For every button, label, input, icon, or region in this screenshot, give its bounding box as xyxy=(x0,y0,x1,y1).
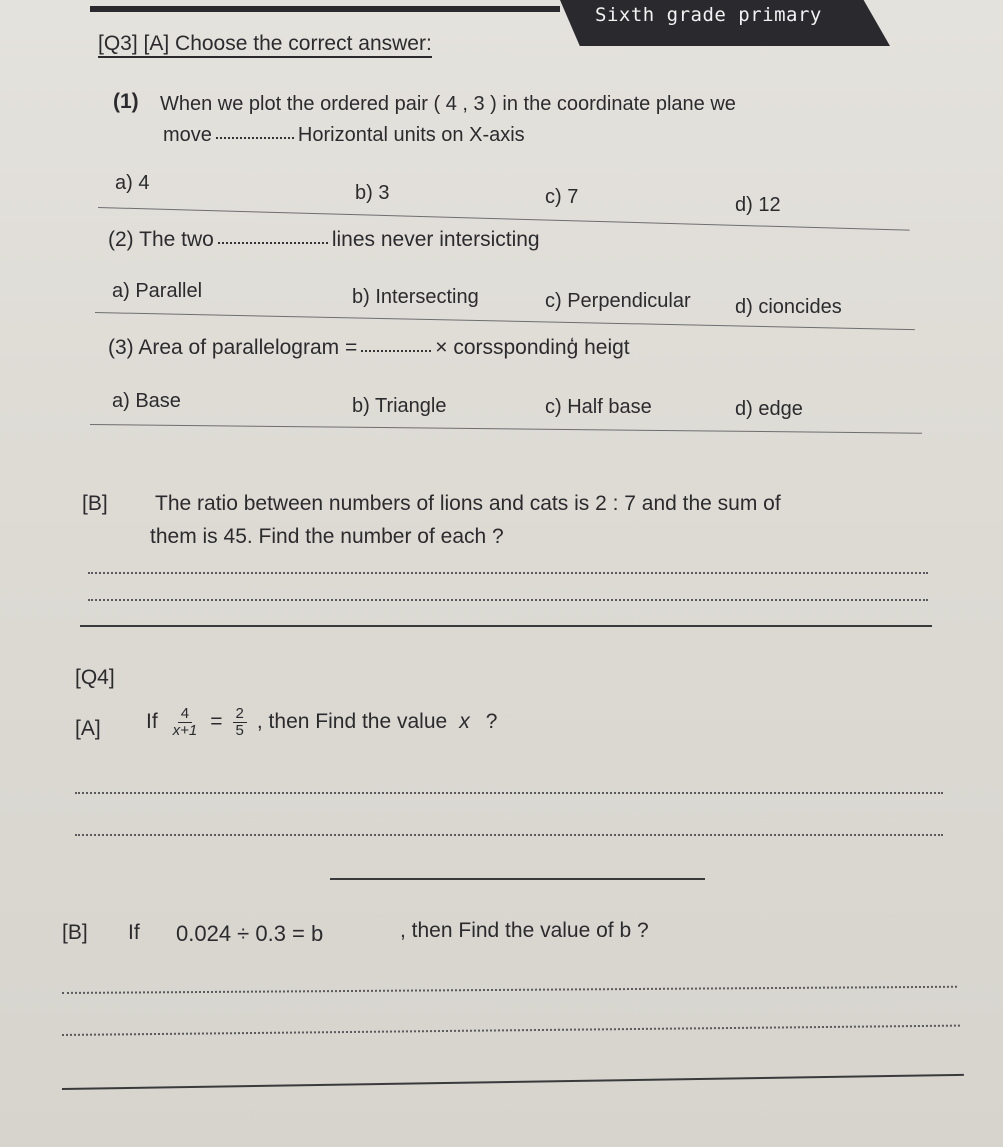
header-bar xyxy=(90,6,560,12)
q1-number: (1) xyxy=(113,90,139,113)
q4b-answer-line-2 xyxy=(62,1025,960,1036)
q1-text-line2 xyxy=(163,124,525,147)
q3-number: (3) xyxy=(108,336,134,359)
q4b-expression: 0.024 ÷ 0.3 = b xyxy=(176,921,324,946)
q1-choice-d[interactable]: d) 12 xyxy=(735,194,781,216)
q2-choice-d[interactable]: d) cioncides xyxy=(735,296,842,318)
q3b-line2: them is 45. Find the number of each ? xyxy=(150,525,504,548)
q4a-frac1-denominator: x+1 xyxy=(172,721,198,739)
q4a-answer-line-2 xyxy=(75,834,943,836)
q1-choice-a[interactable]: a) 4 xyxy=(115,172,150,194)
q3b-answer-line-1 xyxy=(88,572,928,574)
q4b-if: If xyxy=(128,921,140,944)
q2-choice-a[interactable]: a) Parallel xyxy=(112,280,203,302)
q3-text-after: × corsspondinģ heigt xyxy=(435,336,630,359)
q4a-text-after: , then Find the value xyxy=(256,710,448,734)
q4a-label: [A] xyxy=(75,717,101,740)
q3-choice-c[interactable]: c) Half base xyxy=(545,396,652,418)
q4a-equals: = xyxy=(210,710,223,734)
q4a-if: If xyxy=(146,710,158,734)
q3b-answer-line-3 xyxy=(80,625,932,627)
q3-answer-blank xyxy=(361,350,431,352)
q3-choice-d[interactable]: d) edge xyxy=(735,398,803,420)
q4a-answer-line-3 xyxy=(330,878,705,880)
q1-text-after: Horizontal units on X-axis xyxy=(297,124,525,146)
q2-text-after: lines never intersicting xyxy=(331,228,540,251)
q2-line xyxy=(108,228,540,252)
q4a-fraction-1 xyxy=(170,706,201,739)
q4a-frac1-numerator: 4 xyxy=(178,706,192,723)
q3-heading: [Q3] [A] Choose the correct answer: xyxy=(98,32,432,58)
q4a-frac2-numerator: 2 xyxy=(233,706,247,723)
q4a-fraction-2 xyxy=(233,706,247,739)
q1-text-line1: When we plot the ordered pair ( 4 , 3 ) in the coordinate plane we xyxy=(160,93,736,115)
q4b-label: [B] xyxy=(62,921,88,944)
q4-heading: [Q4] xyxy=(75,666,115,689)
q1-answer-blank xyxy=(216,137,294,139)
q3-line xyxy=(108,336,630,360)
q2-answer-blank xyxy=(218,242,328,244)
q4b-text-after: , then Find the value of b ? xyxy=(400,919,649,942)
q4a-frac2-denominator: 5 xyxy=(235,721,244,739)
q3-choice-a[interactable]: a) Base xyxy=(112,390,181,412)
q4a-question-mark: ? xyxy=(485,710,498,734)
q4a-variable: x xyxy=(459,710,470,734)
q2-text-before: The two xyxy=(139,228,214,251)
q4a-equation xyxy=(146,706,497,739)
q1-text-before: move xyxy=(163,124,212,146)
q4a-answer-line-1 xyxy=(75,792,943,794)
q1-choice-c[interactable]: c) 7 xyxy=(545,186,579,208)
header-title: Sixth grade primary xyxy=(595,4,822,26)
q3b-line1: The ratio between numbers of lions and cats is 2 : 7 and the sum of xyxy=(155,492,781,515)
q2-choice-c[interactable]: c) Perpendicular xyxy=(545,290,691,312)
q4b-answer-line-3 xyxy=(62,1074,964,1090)
q1-choice-b[interactable]: b) 3 xyxy=(355,182,390,204)
q3-text-before: Area of parallelogram = xyxy=(138,336,358,359)
q3b-label: [B] xyxy=(82,492,108,515)
q3b-answer-line-2 xyxy=(88,599,928,601)
q2-choice-b[interactable]: b) Intersecting xyxy=(352,286,479,308)
q2-number: (2) xyxy=(108,228,134,251)
q3-separator xyxy=(90,424,922,434)
q3-choice-b[interactable]: b) Triangle xyxy=(352,395,447,417)
q4b-answer-line-1 xyxy=(62,986,957,994)
